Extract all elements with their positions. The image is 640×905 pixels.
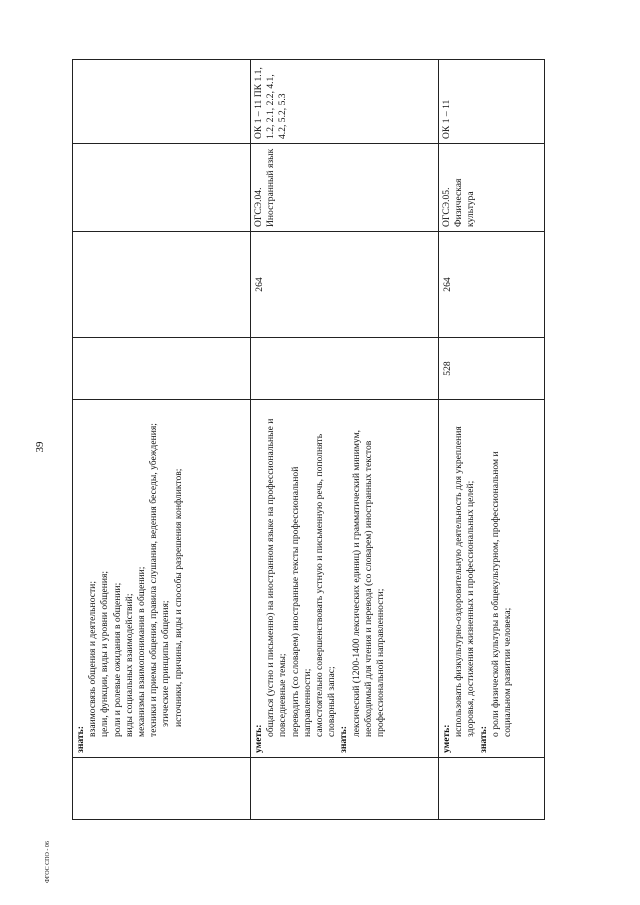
index-cell <box>73 758 251 820</box>
max-hours-cell <box>251 338 439 400</box>
class-hours-cell <box>73 232 251 338</box>
knowledge-item: лексический (1200-1400 лексических единиц) и грамматический минимум, необходимый для чтения и перевода (со словарем) иностранных текстов профессиональной направленности; <box>350 429 387 737</box>
knowledge-item: этические принципы общения; <box>160 600 172 727</box>
max-hours-cell <box>73 338 251 400</box>
discipline-cell: ОГСЭ.05. Физическая культура <box>439 144 545 232</box>
knowledge-item: цели, функции, виды и уровни общения; <box>99 570 111 737</box>
knowledge-label: знать: <box>338 726 350 753</box>
table-row <box>251 60 439 820</box>
competencies-cell: ОК 1 – 11 ПК 1.1, 1.2, 2.1, 2.2, 4.1, 4.2, 5.2, 5.3 <box>251 60 439 144</box>
page-number: 39 <box>34 441 46 453</box>
knowledge-label: знать: <box>75 726 86 753</box>
curriculum-table <box>72 59 545 820</box>
skills-item: переводить (со словарем) иностранные тексты профессиональной направленности; <box>289 466 313 737</box>
table-row <box>73 60 251 820</box>
max-hours-cell: 528 <box>439 338 545 400</box>
skills-item: использовать физкультурно-оздоровительную деятельность для укрепления здоровья, достижения жизненных и профессиональных целей; <box>453 426 477 737</box>
class-hours-cell: 264 <box>251 232 439 338</box>
discipline-cell <box>73 144 251 232</box>
competencies-cell <box>73 60 251 144</box>
competencies-cell: ОК 1 – 11 <box>439 60 545 144</box>
knowledge-item: о роли физической культуры в общекультурном, профессиональном и социальном развитии человека; <box>489 451 514 737</box>
skills-label: уметь: <box>253 724 264 753</box>
table-container <box>72 60 544 820</box>
knowledge-item: техники и приемы общения, правила слушания, ведения беседы, убеждения; <box>148 423 160 737</box>
skills-item: общаться (устно и письменно) на иностранном языке на профессиональные и повседневные темы; <box>265 418 289 737</box>
index-cell <box>439 758 545 820</box>
skills-label: уметь: <box>441 724 452 753</box>
index-cell <box>251 758 439 820</box>
knowledge-item: роли и ролевые ожидания в общении; <box>111 582 123 737</box>
table-row <box>439 60 545 820</box>
class-hours-cell: 264 <box>439 232 545 338</box>
skills-item: самостоятельно совершенствовать устную и письменную речь, пополнять словарный запас; <box>314 433 338 737</box>
requirements-cell <box>73 400 251 758</box>
footer-code: ФГОС СПО - 06 <box>45 841 51 883</box>
knowledge-item: механизмы взаимопонимания в общении; <box>136 566 148 737</box>
knowledge-item: источники, причины, виды и способы разрешения конфликтов; <box>172 468 184 727</box>
knowledge-item: виды социальных взаимодействий; <box>123 593 135 737</box>
requirements-cell <box>439 400 545 758</box>
requirements-cell <box>251 400 439 758</box>
rotated-table-area <box>72 60 544 820</box>
knowledge-item: взаимосвязь общения и деятельности; <box>87 581 99 737</box>
discipline-cell: ОГСЭ.04. Иностранный язык <box>251 144 439 232</box>
knowledge-label: знать: <box>477 726 489 753</box>
